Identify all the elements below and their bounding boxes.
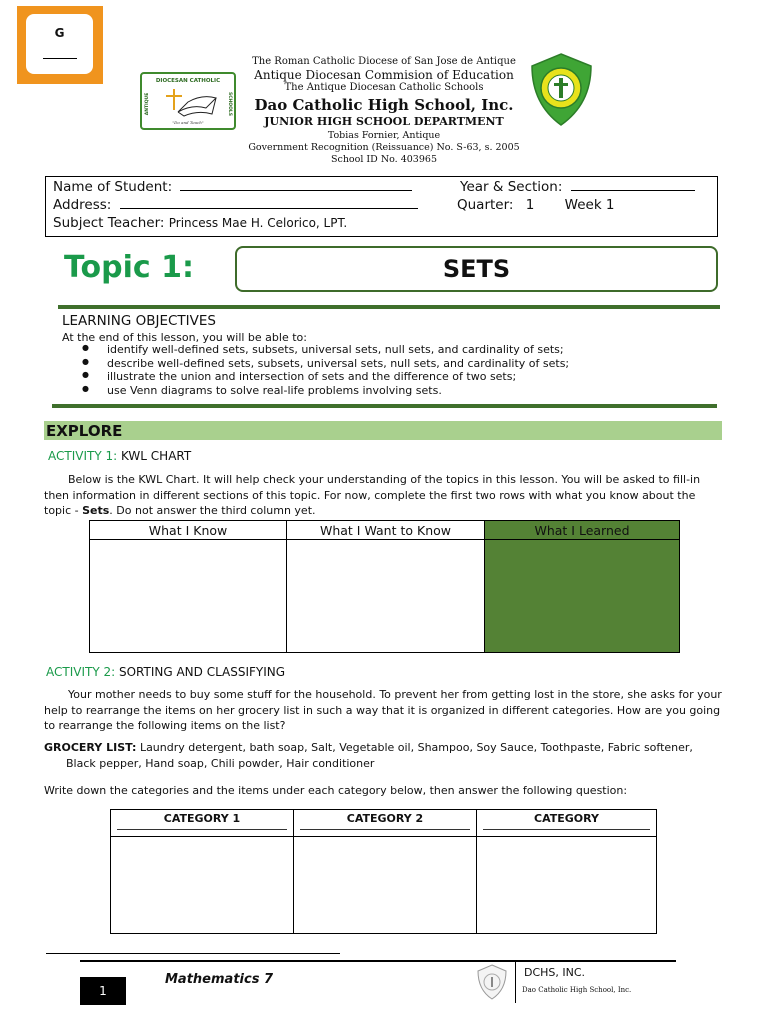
category-header-3 <box>477 810 657 837</box>
objectives-title: LEARNING OBJECTIVES <box>62 313 216 329</box>
category-2-blank[interactable] <box>300 825 470 830</box>
address-field[interactable] <box>120 208 418 209</box>
department: JUNIOR HIGH SCHOOL DEPARTMENT <box>264 115 504 128</box>
category-header-1-label: CATEGORY 1 <box>163 812 241 825</box>
objective-item: ● identify well-defined sets, subsets, universal sets, null sets, and cardinality of sets; <box>82 343 569 357</box>
diocese-line: The Roman Catholic Diocese of San Jose de Antique <box>252 56 516 67</box>
subject-name: Mathematics 7 <box>165 972 273 987</box>
grocery-items: Laundry detergent, bath soap, Salt, Vegetable oil, Shampoo, Soy Sauce, Toothpaste, Fabric softener, Black pepper, Hand soap, Chili powder, Hair conditioner <box>66 741 693 770</box>
explore-heading: EXPLORE <box>46 422 123 440</box>
org-name: DCHS, INC. <box>524 966 586 979</box>
teacher-label: Subject Teacher: <box>53 215 165 231</box>
teacher-name: Princess Mae H. Celorico, LPT. <box>168 216 348 230</box>
grade-letter: G <box>54 26 65 40</box>
footer-rule <box>80 960 676 962</box>
kwl-cell-know[interactable] <box>90 540 287 653</box>
grocery-list <box>44 740 724 771</box>
category-header-1 <box>111 810 294 837</box>
quarter-label: Quarter: <box>457 197 514 213</box>
category-cell-2[interactable] <box>294 837 477 934</box>
objectives-intro: At the end of this lesson, you will be able to: <box>62 331 307 344</box>
objective-item: ● illustrate the union and intersection of sets and the difference of two sets; <box>82 370 569 384</box>
teacher-row <box>53 215 347 231</box>
kwl-cell-want[interactable] <box>287 540 485 653</box>
address-label: Address: <box>53 197 112 213</box>
location: Tobias Fornier, Antique <box>327 130 441 141</box>
topic-label: Topic 1: <box>64 250 194 285</box>
activity1-para-end: . Do not answer the third column yet. <box>109 504 316 517</box>
objective-item: ● describe well-defined sets, subsets, universal sets, null sets, and cardinality of sets; <box>82 357 569 371</box>
activity2-heading <box>46 665 285 679</box>
category-3-blank[interactable] <box>483 825 650 830</box>
commission-line: Antique Diocesan Commision of Education <box>254 68 514 82</box>
shield-watermark-icon <box>476 964 508 1000</box>
activity2-label: ACTIVITY 2: <box>46 665 116 679</box>
category-cell-1[interactable] <box>111 837 294 934</box>
name-field[interactable] <box>180 190 412 191</box>
activity1-paragraph <box>44 472 724 519</box>
footer-seal <box>476 964 508 1004</box>
kwl-header-want: What I Want to Know <box>287 521 485 540</box>
page-number: 1 <box>80 977 126 1005</box>
logo-motto: "Do and Teach" <box>172 120 204 125</box>
grocery-label: GROCERY LIST: <box>44 741 137 754</box>
divider-bar-top <box>58 305 720 309</box>
category-table <box>110 809 657 934</box>
name-row <box>53 179 412 195</box>
activity2-title: SORTING AND CLASSIFYING <box>118 665 286 679</box>
quarter-value: 1 <box>525 197 535 213</box>
objective-item: ● use Venn diagrams to solve real-life problems involving sets. <box>82 384 569 398</box>
quarter-row <box>457 197 615 213</box>
activity1-heading <box>48 449 191 463</box>
week-label: Week 1 <box>564 197 615 213</box>
objectives-list <box>82 343 569 397</box>
activity2-paragraph: Your mother needs to buy some stuff for the household. To prevent her from getting lost in the store, she asks for your help to rearrange the items on her grocery list in such a way that it is organized in different categories. How are you going to rearrange the following items on the list? <box>44 688 722 732</box>
category-1-blank[interactable] <box>117 825 287 830</box>
kwl-table <box>89 520 680 653</box>
address-row <box>53 197 418 213</box>
logo-left-text: ANTIQUE <box>145 92 150 116</box>
footnote-line <box>46 953 340 954</box>
category-header-2 <box>294 810 477 837</box>
student-info-box <box>45 176 718 237</box>
kwl-header-know: What I Know <box>90 521 287 540</box>
year-row <box>460 179 695 195</box>
activity1-para-bold: Sets <box>82 504 110 517</box>
category-header-2-label: CATEGORY 2 <box>346 812 424 825</box>
recognition: Government Recognition (Reissuance) No. S-63, s. 2005 <box>248 142 520 153</box>
school-id: School ID No. 403965 <box>330 154 437 165</box>
activity1-para-start: Below is the KWL Chart. It will help check your understanding of the topics in this lesson. You will be asked to fill-in then information in different sections of this topic. For now, complete the first two rows with what you know about the topic - <box>44 473 701 517</box>
activity1-title: KWL CHART <box>120 449 192 463</box>
school-name: Dao Catholic High School, Inc. <box>254 96 514 114</box>
activity1-label: ACTIVITY 1: <box>48 449 118 463</box>
kwl-cell-learned <box>485 540 680 653</box>
divider-bar-bottom <box>52 404 717 408</box>
category-cell-3[interactable] <box>477 837 657 934</box>
topic-title: SETS <box>235 246 718 292</box>
category-header-3-label: CATEGORY <box>534 812 599 825</box>
year-label: Year & Section: <box>460 179 563 195</box>
activity2-instruction: Write down the categories and the items under each category below, then answer the following question: <box>44 784 628 797</box>
logo-top-text: DIOCESAN CATHOLIC <box>155 78 221 84</box>
schools-line: The Antique Diocesan Catholic Schools <box>284 82 484 93</box>
kwl-header-learned: What I Learned <box>485 521 680 540</box>
name-label: Name of Student: <box>53 179 173 195</box>
logo-right-text: SCHOOLS <box>227 91 232 117</box>
year-field[interactable] <box>571 190 695 191</box>
footer-separator <box>515 961 516 1003</box>
org-full-name: Dao Catholic High School, Inc. <box>522 986 632 994</box>
explore-heading-bar <box>44 421 722 440</box>
